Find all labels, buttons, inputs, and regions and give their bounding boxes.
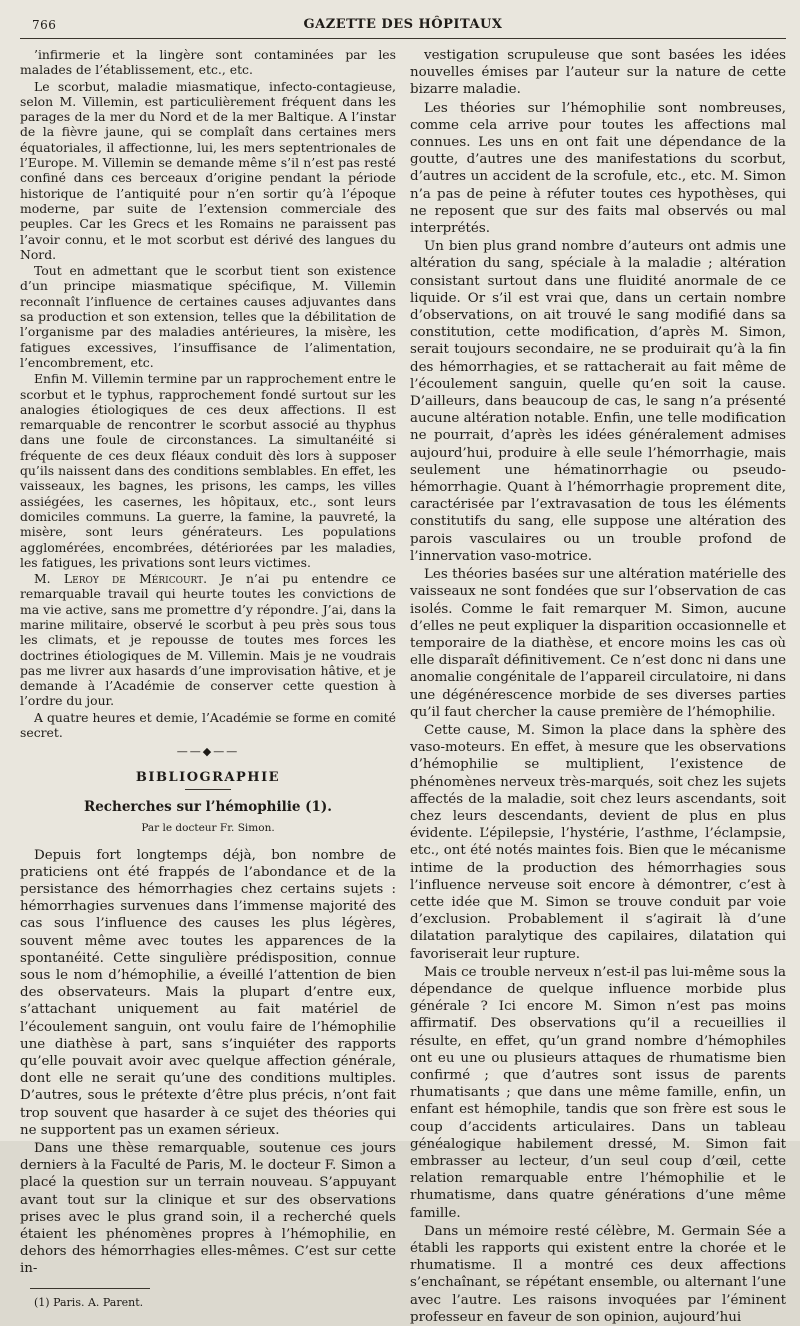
closing-paragraph: A quatre heures et demie, l’Académie se forme en comité secret. bbox=[20, 709, 396, 741]
paragraph: Depuis fort longtemps déjà, bon nombre de praticiens ont été frappés de l’abondance et de la persistance des hémorrhagies chez certains sujets : hémorrhagies survenues dans l’immense majorité des cas sous l’influence des causes les plus légères, souvent même avec toutes les apparences de la spontanéité. Cette singulière prédisposition, connue sous le nom d’hémophilie, a éveillé l’attention de bien des observateurs. Mais la plupart d’entre eux, s’attachant uniquement au fait matériel de l’écoulement sanguin, ont voulu faire de l’hémophilie une diathèse à part, sans s’inquiéter des rapports qu’elle pouvait avoir avec quelque affection générale, dont elle ne serait qu’une des conditions multiples. D’autres, sous le prétexte d’être plus précis, n’ont fait trop souvent que hasarder à ce sujet des théories qui ne supportent pas un examen sérieux. bbox=[20, 847, 396, 1138]
text-columns bbox=[20, 47, 786, 1326]
article-body bbox=[20, 847, 396, 1278]
paragraph: ’infirmerie et la lingère sont contaminées par les malades de l’établissement, etc., etc. bbox=[20, 47, 396, 78]
page-number: 766 bbox=[32, 18, 57, 32]
speaker-text: Je n’ai pu entendre ce remarquable travail qui heurte toutes les convictions de ma vie active, sans me promettre d’y répondre. J’ai, dans la marine militaire, observé le scorbut à peu près sous tous les climats, et je repousse de toutes mes forces les doctrines étiologiques de M. Villemin. Mais je ne voudrais pas me livrer aux hasards d’une improvisation hâtive, et je demande à l’Académie de conserver cette question à l’ordre du jour. bbox=[20, 571, 396, 709]
paragraph: Enfin M. Villemin termine par un rapprochement entre le scorbut et le typhus, rapprochement fondé surtout sur les analogies étiologiques de ces deux affections. Il est remarquable de rencontrer le scorbut associé au thyphus dans une foule de circonstances. La simultanéité si fréquente de ces deux fléaux conduit dès lors à supposer qu’ils naissent dans des conditions semblables. En effet, les vaisseaux, les bagnes, les prisons, les camps, les villes assiégées, les casernes, les hôpitaux, etc., sont leurs domiciles communs. La guerre, la famine, la pauvreté, la misère, sont leurs générateurs. Les populations agglomérées, encombrées, détériorées par les maladies, les fatigues, les privations sont leurs victimes. bbox=[20, 371, 396, 570]
footnote: (1) Paris. A. Parent. bbox=[34, 1295, 144, 1309]
section-separator: ——◆—— bbox=[176, 745, 240, 759]
paragraph: Tout en admettant que le scorbut tient son existence d’un principe miasmatique spécifique, M. Villemin reconnaît l’influence de certaines causes adjuvantes dans sa production et son extension, telles que la débilitation de l’organisme par des maladies antérieures, la misère, les fatigues excessives, l’insuffisance de l’alimentation, l’encombrement, etc. bbox=[20, 263, 396, 370]
journal-title: GAZETTE DES HÔPITAUX bbox=[303, 17, 503, 32]
paragraph: Mais ce trouble nerveux n’est-il pas lui-même sous la dépendance de quelque influence morbide plus générale ? Ici encore M. Simon n’est pas moins affirmatif. Des observations qu’il a recueillies il résulte, en effet, qu’un grand nombre d’hémophiles ont eu une ou plusieurs attaques de rhumatisme bien confirmé ; que d’autres sont issus de parents rhumatisants ; que dans une même famille, enfin, un enfant est hémophile, tandis que son frère est sous le coup d’accidents articulaires. Dans un tableau généalogique habilement dressé, M. Simon fait embrasser au lecteur, d’un seul coup d’œil, cette relation remarquable entre l’hémophilie et le rhumatisme, dans quatre générations d’une même famille. bbox=[410, 964, 786, 1221]
section-title: BIBLIOGRAPHIE bbox=[20, 770, 396, 790]
article-title: Recherches sur l’hémophilie (1). bbox=[83, 798, 333, 815]
paragraph: Les théories sur l’hémophilie sont nombreuses, comme cela arrive pour toutes les affections mal connues. Les uns en ont fait une dépendance de la goutte, d’autres une des manifestations du scorbut, d’autres un accident de la scrofule, etc., etc. M. Simon n’a pas de peine à réfuter toutes ces hypothèses, qui ne reposent que sur des faits mal observés ou mal interprétés. bbox=[410, 100, 786, 237]
footnote-rule bbox=[30, 1288, 150, 1289]
paragraph: Le scorbut, maladie miasmatique, infecto-contagieuse, selon M. Villemin, est particulièrement fréquent dans les parages de la mer du Nord et de la mer Baltique. A l’instar de la fièvre jaune, qui se complaît dans certaines mers équatoriales, il affectionne, lui, les mers septentrionales de l’Europe. M. Villemin se demande même s’il n’est pas resté confiné dans ces berceaux d’origine pendant la période historique de l’antiquité pour n’en sortir qu’à l’époque moderne, par suite de l’extension commerciale des peuples. Car les Grecs et les Romains ne paraissent pas l’avoir connu, et le mot scorbut est dérivé des langues du Nord. bbox=[20, 78, 396, 262]
speaker-paragraph bbox=[20, 571, 396, 709]
paragraph: Un bien plus grand nombre d’auteurs ont admis une altération du sang, spéciale à la maladie ; altération consistant surtout dans une fluidité anormale de ce liquide. Or s’il est vrai que, dans un certain nombre d’observations, on ait trouvé le sang modifié dans sa constitution, cette modification, d’après M. Simon, serait toujours secondaire, ne se produirait qu’à la fin des hémorrhagies, et se rattacherait au fait même de l’écoulement sanguin, quelle qu’en soit la cause. D’ailleurs, dans beaucoup de cas, le sang n’a présenté aucune altération notable. Enfin, une telle modification ne pourrait, d’après les idées généralement admises aujourd’hui, produire à elle seule l’hémorrhagie, mais seulement une hématinorrhagie ou pseudo-hémorrhagie. Quant à l’hémorrhagie proprement dite, caractérisée par l’extravasation de tous les éléments constitutifs du sang, elle suppose une altération des parois vasculaires ou un trouble profond de l’innervation vaso-motrice. bbox=[410, 239, 786, 564]
left-column bbox=[20, 47, 396, 1326]
paragraph: Les théories basées sur une altération matérielle des vaisseaux ne sont fondées que sur l’observation de cas isolés. Comme le fait remarquer M. Simon, aucune d’elles ne peut expliquer la disparition occasionnelle et temporaire de la diathèse, et encore moins les cas où elle disparaît définitivement. Ce n’est donc ni dans une anomalie congénitale de l’appareil circulatoire, ni dans une dégénérescence morbide de ses diverses parties qu’il faut chercher la cause première de l’hémophilie. bbox=[410, 567, 786, 720]
paragraph: Dans une thèse remarquable, soutenue ces jours derniers à la Faculté de Paris, M. le docteur F. Simon a placé la question sur un terrain nouveau. S’appuyant avant tout sur la clinique et sur des observations prises avec le plus grand soin, il a recherché quels étaient les phénomènes propres à l’hémophilie, en dehors des hémorrhagies elles-mêmes. C’est sur cette in- bbox=[20, 1141, 396, 1277]
page-header bbox=[20, 14, 786, 39]
speaker-name: M. Leroy de Méricourt. bbox=[34, 571, 208, 587]
right-column bbox=[410, 47, 786, 1326]
paragraph: vestigation scrupuleuse que sont basées les idées nouvelles émises par l’auteur sur la nature de cette bizarre maladie. bbox=[410, 48, 786, 98]
paragraph: Cette cause, M. Simon la place dans la sphère des vaso-moteurs. En effet, à mesure que les observations d’hémophilie se multiplient, l’existence de phénomènes nerveux très-marqués, soit chez les sujets affectés de la maladie, soit chez leurs ascendants, soit chez leurs descendants, devient de plus en plus évidente. L’épilepsie, l’hystérie, l’asthme, l’éclampsie, etc., ont été notés maintes fois. Bien que le mécanisme intime de la production des hémorrhagies sous l’influence nerveuse soit encore à démontrer, c’est à cette idée que M. Simon se trouve conduit par voie d’exclusion. Probablement il s’agirait là d’une dilatation paralytique des capilaires, dilatation qui favoriserait leur rupture. bbox=[410, 722, 786, 962]
article-byline: Par le docteur Fr. Simon. bbox=[141, 822, 275, 835]
paragraph: Dans un mémoire resté célèbre, M. Germain Sée a établi les rapports qui existent entre la chorée et le rhumatisme. Il a montré ces deux affections s’enchaînant, se répétant ensemble, ou alternant l’une avec l’autre. Les raisons invoquées par l’éminent professeur en faveur de son opinion, aujourd’hui bbox=[410, 1223, 786, 1325]
